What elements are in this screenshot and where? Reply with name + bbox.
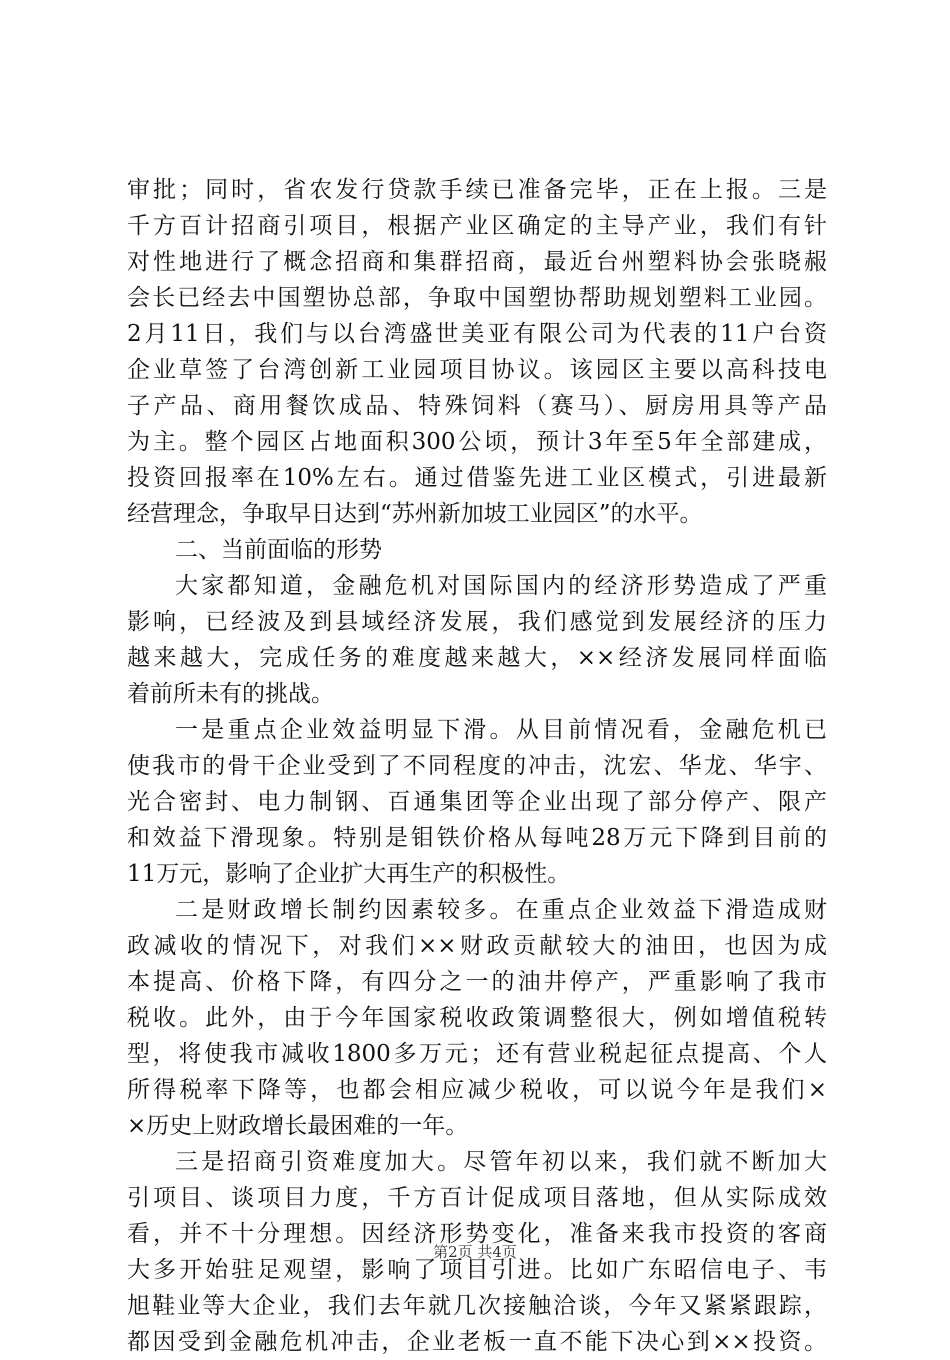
text-line: 千方百计招商引项目，根据产业区确定的主导产业，我们有针 [127, 213, 827, 239]
text-line: 审批；同时，省农发行贷款手续已准备完毕，正在上报。三是 [127, 177, 827, 203]
text-line: 为主。整个园区占地面积300公顷，预计3年至5年全部建成， [127, 429, 827, 455]
text-line: 经营理念，争取早日达到“苏州新加坡工业园区”的水平。 [127, 501, 703, 527]
page-footer: 第2页 共4页 [433, 1243, 517, 1261]
text-line: 都因受到金融危机冲击，企业老板一直不能下决心到××投资。 [127, 1329, 827, 1355]
text-line: 使我市的骨干企业受到了不同程度的冲击，沈宏、华龙、华宇、 [127, 753, 827, 779]
text-line: 大多开始驻足观望，影响了项目引进。比如广东昭信电子、韦 [127, 1257, 827, 1283]
text-line: 2月11日，我们与以台湾盛世美亚有限公司为代表的11户台资 [127, 321, 827, 347]
text-line: 和效益下滑现象。特别是钼铁价格从每吨28万元下降到目前的 [127, 825, 827, 851]
text-line: 二、当前面临的形势 [175, 537, 382, 563]
text-line: 政减收的情况下，对我们××财政贡献较大的油田，也因为成 [127, 933, 827, 959]
text-line: 型，将使我市减收1800多万元；还有营业税起征点提高、个人 [127, 1041, 827, 1067]
text-line: 大家都知道，金融危机对国际国内的经济形势造成了严重 [175, 573, 827, 599]
text-line: 本提高、价格下降，有四分之一的油井停产，严重影响了我市 [127, 969, 827, 995]
text-line: 越来越大，完成任务的难度越来越大，××经济发展同样面临 [127, 645, 827, 671]
text-line: 光合密封、电力制钢、百通集团等企业出现了部分停产、限产 [127, 789, 827, 815]
text-line: 二是财政增长制约因素较多。在重点企业效益下滑造成财 [175, 897, 827, 923]
text-line: 看，并不十分理想。因经济形势变化，准备来我市投资的客商 [127, 1221, 827, 1247]
text-line: ×历史上财政增长最困难的一年。 [127, 1113, 469, 1139]
text-line: 影响，已经波及到县域经济发展，我们感觉到发展经济的压力 [127, 609, 827, 635]
text-line: 着前所未有的挑战。 [127, 681, 334, 707]
text-line: 所得税率下降等，也都会相应减少税收，可以说今年是我们× [127, 1077, 827, 1103]
text-line: 三是招商引资难度加大。尽管年初以来，我们就不断加大 [175, 1149, 827, 1175]
text-line: 对性地进行了概念招商和集群招商，最近台州塑料协会张晓赧 [127, 249, 827, 275]
text-line: 企业草签了台湾创新工业园项目协议。该园区主要以高科技电 [127, 357, 827, 383]
text-line: 引项目、谈项目力度，千方百计促成项目落地，但从实际成效 [127, 1185, 827, 1211]
text-line: 投资回报率在10%左右。通过借鉴先进工业区模式，引进最新 [127, 465, 827, 491]
text-line: 子产品、商用餐饮成品、特殊饲料（赛马）、厨房用具等产品 [127, 393, 827, 419]
text-line: 旭鞋业等大企业，我们去年就几次接触洽谈，今年又紧紧跟踪， [127, 1293, 827, 1319]
document-body [127, 172, 827, 1360]
text-line: 税收。此外，由于今年国家税收政策调整很大，例如增值税转 [127, 1005, 827, 1031]
text-line: 11万元，影响了企业扩大再生产的积极性。 [127, 861, 571, 887]
text-line: 会长已经去中国塑协总部，争取中国塑协帮助规划塑料工业园。 [127, 285, 827, 311]
text-line: 一是重点企业效益明显下滑。从目前情况看，金融危机已 [175, 717, 827, 743]
